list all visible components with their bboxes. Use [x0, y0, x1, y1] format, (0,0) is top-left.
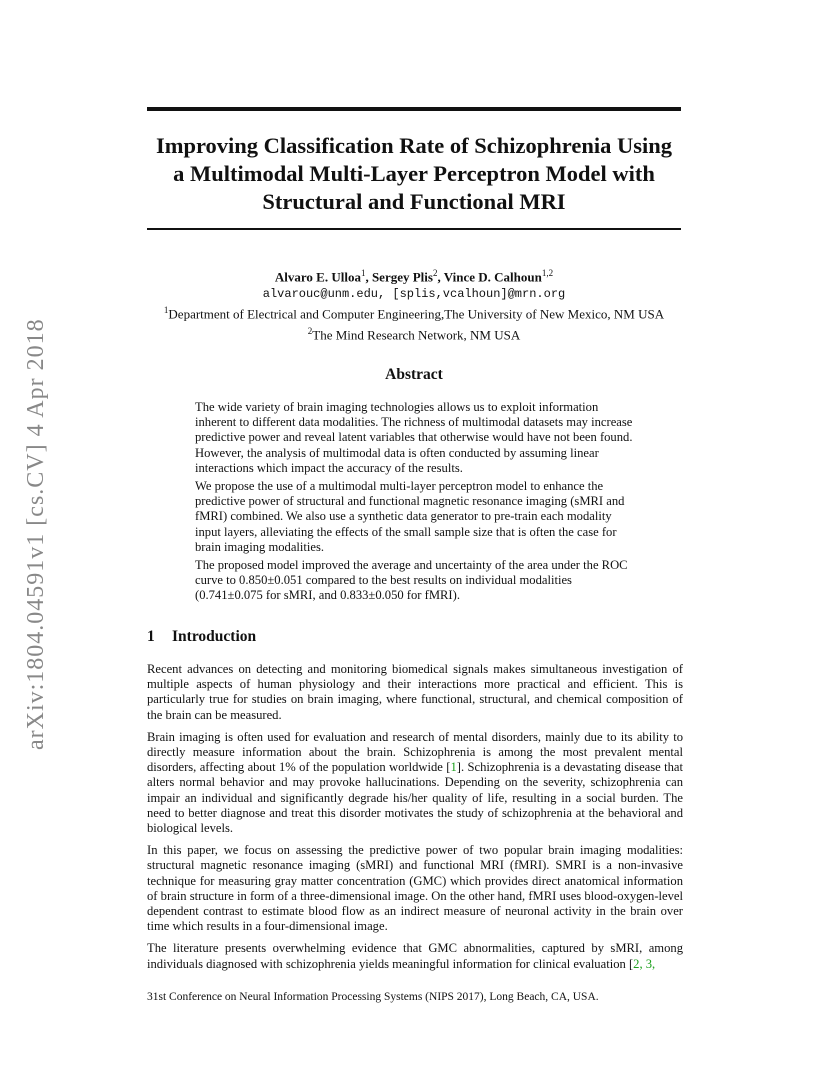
arxiv-identifier: arXiv:1804.04591v1 [cs.CV] 4 Apr 2018: [23, 318, 49, 750]
author-block: [120, 265, 708, 344]
body-paragraph: [147, 941, 683, 971]
author-affiliation-mark: 1: [360, 268, 366, 278]
body-paragraph: Recent advances on detecting and monitoring biomedical signals makes simultaneous investigation of multiple aspects of human physiology and their interactions more practical and efficient. This is particularly true for studies on brain imaging, where functional, structural, and chemical composition of the brain can be measured.: [147, 662, 683, 722]
paragraph-text: ]. Schizophrenia is a devastating disease that alters normal behavior and may provoke hallucinations. Depending on the severity, schizophrenia can impair an individual and significantly degrade his/her quality of life, resulting in a social burden. The need to better diagnose and treat this disorder motivates the study of schizophrenia at the behavioral and biological levels.: [147, 760, 684, 836]
abstract-heading: Abstract: [385, 366, 443, 383]
title-line: a Multimodal Multi-Layer Perceptron Model with: [173, 161, 655, 186]
title-bottom-rule: [147, 228, 681, 230]
citation-link[interactable]: 1: [450, 760, 457, 775]
affiliation-text: Department of Electrical and Computer Engineering,The University of New Mexico, NM USA: [168, 306, 665, 322]
affiliation: [120, 302, 708, 323]
paragraph-text: The literature presents overwhelming evidence that GMC abnormalities, captured by sMRI, among individuals diagnosed with schizophrenia yields meaningful information for clinical evaluation [: [147, 941, 683, 971]
affiliation: [120, 323, 708, 344]
citation-link[interactable]: 2, 3,: [633, 956, 656, 971]
abstract-paragraph: The wide variety of brain imaging technologies allows us to exploit information inherent to different data modalities. The richness of multimodal datasets may increase predictive power and reveal latent variables that otherwise would have not been found. However, the analysis of multimodal data is often conducted by assuming linear interactions which impact the accuracy of the results.: [195, 400, 633, 475]
section-heading: [147, 628, 256, 646]
section-body: [147, 662, 683, 979]
author-affiliation-mark: 1,2: [541, 268, 554, 278]
title-top-rule: [147, 107, 681, 111]
body-paragraph: [147, 730, 683, 836]
conference-footnote: 31st Conference on Neural Information Processing Systems (NIPS 2017), Long Beach, CA, USA.: [147, 991, 599, 1003]
abstract-body: [195, 400, 635, 607]
title-line: Structural and Functional MRI: [262, 189, 566, 214]
paragraph-text: Brain imaging is often used for evaluation and research of mental disorders, mainly due to its ability to directly measure information about the brain. Schizophrenia is among the most prevalent mental disorders, affecting about 1% of the population worldwide [: [147, 729, 683, 775]
section-number: 1: [147, 628, 155, 645]
author-names: Alvaro E. Ulloa$^1$, Sergey Plis$^2$, Vince D. Calhoun$^{1,2}$: [274, 268, 554, 285]
author-name: Alvaro E. Ulloa: [274, 269, 361, 285]
section-title: Introduction: [172, 628, 257, 645]
author-emails: alvarouc@unm.edu, [splis,vcalhoun]@mrn.org: [262, 286, 566, 301]
body-paragraph: In this paper, we focus on assessing the predictive power of two popular brain imaging modalities: structural magnetic resonance imaging (sMRI) and functional MRI (fMRI). SMRI is a non-invasive technique for measuring gray matter concentration (GMC) which provides direct anatomical information of brain structure in form of a three-dimensional image. On the other hand, fMRI uses blood-oxygen-level dependent contrast to estimate blood flow as an indirect measure of neuronal activity in the brain over time which results in a four-dimensional image.: [147, 843, 683, 934]
abstract-paragraph: We propose the use of a multimodal multi-layer perceptron model to enhance the predictive power of structural and functional magnetic resonance imaging (sMRI and fMRI) combined. We also use a synthetic data generator to pre-train each modality input layers, alleviating the effects of the small sample size that is often the case for brain imaging modalities.: [195, 479, 625, 554]
affiliation-mark: 2: [307, 326, 313, 337]
author-name: Vince D. Calhoun: [443, 269, 542, 285]
paper-title: [130, 132, 698, 216]
author-affiliation-mark: 2: [432, 268, 438, 278]
title-line: Improving Classification Rate of Schizophrenia Using: [155, 133, 673, 158]
abstract-paragraph: The proposed model improved the average and uncertainty of the area under the ROC curve to 0.850±0.051 compared to the best results on individual modalities (0.741±0.075 for sMRI, and 0.833±0.050 for fMRI).: [195, 558, 628, 603]
affiliation-mark: 1: [163, 305, 169, 316]
affiliation-text: The Mind Research Network, NM USA: [312, 327, 521, 343]
author-name: Sergey Plis: [371, 269, 433, 285]
